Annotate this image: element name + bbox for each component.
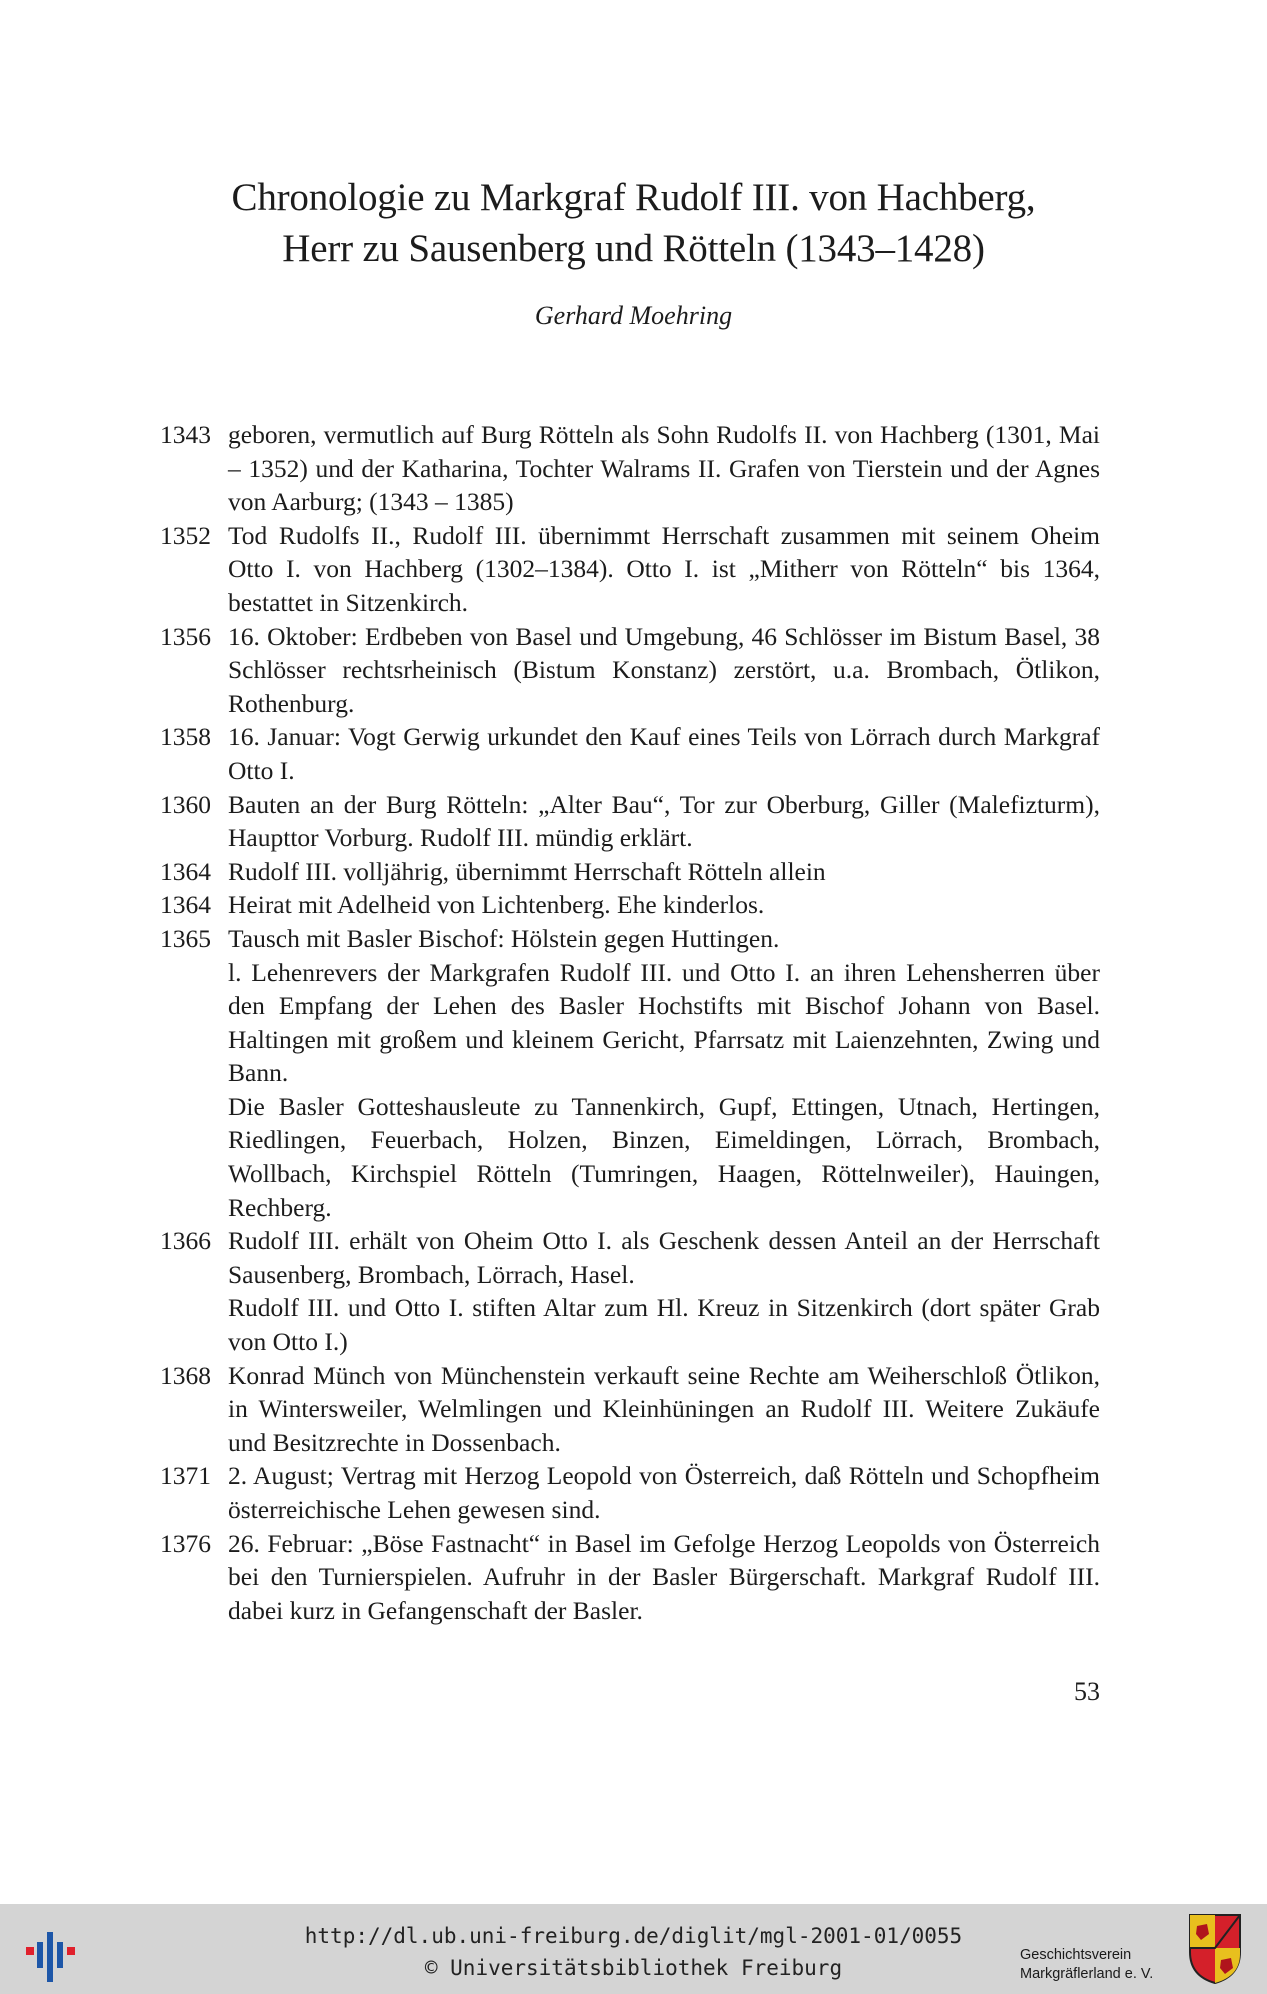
entry-text: Tod Rudolfs II., Rudolf III. übernimmt Herrschaft zusammen mit seinem Oheim Otto I. von Hachberg (1302–1384). Otto I. ist „Mitherr von Rötteln“ bis 1364, bestattet in Sitzenkirch. <box>228 520 1100 617</box>
chronology-entry <box>160 788 1100 855</box>
entry-year: 1343 <box>160 420 211 449</box>
article-title <box>0 172 1267 274</box>
entry-text: Rudolf III. und Otto I. stiften Altar zum Hl. Kreuz in Sitzenkirch (dort später Grab von Otto I.) <box>228 1293 1100 1357</box>
entry-year: 1368 <box>160 1360 211 1390</box>
entry-text: Bauten an der Burg Rötteln: „Alter Bau“, Tor zur Oberburg, Giller (Malefizturm), Haupttor Vorburg. Rudolf III. mündig erklärt. <box>228 789 1100 853</box>
chronology-entry <box>160 1459 1100 1526</box>
society-name-line-1: Geschichtsverein <box>1020 1947 1132 1963</box>
entry-year: 1371 <box>160 1461 211 1491</box>
chronology-entry <box>160 620 1100 721</box>
entry-year: 1364 <box>160 856 211 886</box>
chronology-entry <box>160 1527 1100 1628</box>
chronology-entry <box>160 855 1100 889</box>
entry-text: l. Lehenrevers der Markgrafen Rudolf III. und Otto I. an ihren Lehensherren über den Empfang der Lehen des Basler Hochstifts mit Bischof Johann von Basel. Haltingen mit großem und kleinem Gericht, Pfarrsatz mit Laienzehnten, Zwing und Bann. <box>228 957 1100 1088</box>
entry-year: 1356 <box>160 621 211 651</box>
title-line-1: Chronologie zu Markgraf Rudolf III. von Hachberg, <box>231 176 1036 219</box>
chronology-entry <box>160 1224 1100 1358</box>
chronology-entry <box>160 888 1100 922</box>
entry-year: 1376 <box>160 1528 211 1558</box>
entry-year: 1352 <box>160 520 211 550</box>
entry-text: Rudolf III. erhält von Oheim Otto I. als Geschenk dessen Anteil an der Herrschaft Sausenberg, Brombach, Lörrach, Hasel. <box>228 1226 1100 1289</box>
footer-url-link[interactable]: http://dl.ub.uni-freiburg.de/diglit/mgl-2001-01/0055 <box>304 1924 963 1948</box>
entry-text: Die Basler Gotteshausleute zu Tannenkirch, Gupf, Ettingen, Utnach, Hertingen, Riedlingen, Feuerbach, Holzen, Binzen, Eimeldingen, Lörrach, Brombach, Wollbach, Kirchspiel Rötteln (Tumringen, Haagen, Röttelnweiler), Hauingen, Rechberg. <box>228 1091 1100 1222</box>
entry-text: Rudolf III. volljährig, übernimmt Herrschaft Rötteln allein <box>228 856 826 886</box>
entry-year: 1358 <box>160 722 211 752</box>
chronology-entry <box>160 519 1100 620</box>
entry-year: 1366 <box>160 1226 211 1256</box>
author-name: Gerhard Moehring <box>534 301 733 330</box>
society-name <box>1020 1946 1180 1984</box>
footer-bar <box>0 1904 1267 1994</box>
society-name-line-2: Markgräflerland e. V. <box>1020 1966 1154 1982</box>
entry-year: 1364 <box>160 890 211 920</box>
chronology-list <box>160 418 1100 1627</box>
entry-text: 26. Februar: „Böse Fastnacht“ in Basel im Gefolge Herzog Leopolds von Österreich bei den Turnierspielen. Aufruhr in der Basler Bürgerschaft. Markgraf Rudolf III. dabei kurz in Gefangenschaft der Basler. <box>228 1528 1100 1625</box>
chronology-entry <box>160 720 1100 787</box>
entry-text: 16. Oktober: Erdbeben von Basel und Umgebung, 46 Schlösser im Bistum Basel, 38 Schlösser rechtsrheinisch (Bistum Konstanz) zerstört, u.a. Brombach, Ötlikon, Rothenburg. <box>228 621 1100 718</box>
title-line-2: Herr zu Sausenberg und Rötteln (1343–1428) <box>282 227 985 270</box>
chronology-entry <box>160 418 1100 519</box>
entry-text: Konrad Münch von Münchenstein verkauft seine Rechte am Weiherschloß Ötlikon, in Wintersweiler, Welmlingen und Kleinhüningen an Rudolf III. Weitere Zukäufe und Besitzrechte in Dossenbach. <box>228 1360 1100 1457</box>
coat-of-arms-icon <box>1187 1912 1243 1986</box>
footer-copyright: © Universitätsbibliothek Freiburg <box>424 1956 843 1980</box>
entry-text: Tausch mit Basler Bischof: Hölstein gegen Huttingen. <box>228 923 780 953</box>
entry-text: 2. August; Vertrag mit Herzog Leopold von Österreich, daß Rötteln und Schopfheim österreichische Lehen gewesen sind. <box>228 1461 1100 1524</box>
entry-text: geboren, vermutlich auf Burg Rötteln als Sohn Rudolfs II. von Hachberg (1301, Mai – 1352) und der Katharina, Tochter Walrams II. Grafen von Tierstein und der Agnes von Aarburg; (1343 – 1385) <box>228 420 1100 517</box>
chronology-entry <box>160 922 1100 1224</box>
entry-text: 16. Januar: Vogt Gerwig urkundet den Kauf eines Teils von Lörrach durch Markgraf Otto I. <box>228 722 1100 785</box>
entry-year: 1365 <box>160 923 211 953</box>
entry-year: 1360 <box>160 789 211 819</box>
entry-text: Heirat mit Adelheid von Lichtenberg. Ehe kinderlos. <box>228 890 765 920</box>
page-number: 53 <box>1074 1677 1100 1706</box>
chronology-entry <box>160 1359 1100 1460</box>
